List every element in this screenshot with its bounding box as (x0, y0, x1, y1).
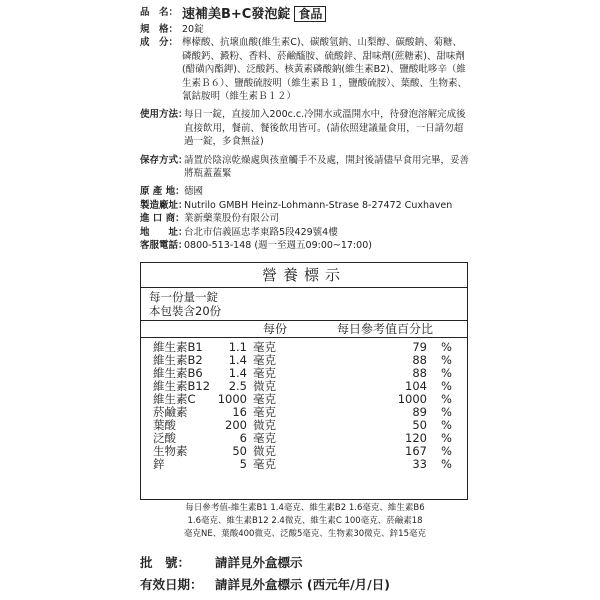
nutrient-row: 維生素B1 1.1 毫克 79 % (153, 340, 452, 354)
storage-value: 請置於陰涼乾燥處與孩童觸手不及處，開封後請儘早食用完畢，妥善將瓶蓋蓋緊 (184, 154, 470, 180)
expiry-row (140, 574, 390, 596)
product-name-row (140, 6, 470, 23)
nutrient-row: 生物素 50 微克 167 % (153, 444, 452, 458)
phone-label: 客服電話： (140, 240, 188, 252)
batch-row (140, 552, 390, 574)
spec-row (140, 23, 470, 36)
ingredients-row (140, 36, 470, 103)
nutrition-header (141, 321, 467, 338)
col-per-serving: 每份 (263, 322, 288, 336)
batch-label: 批 號： (140, 555, 191, 570)
origin-value: 德國 (184, 186, 204, 198)
address-row (140, 226, 470, 239)
manufacturer-row (140, 199, 470, 212)
nutrient-row: 維生素B6 1.4 毫克 88 % (153, 366, 452, 380)
serving-size: 每一份量一錠 (149, 290, 218, 304)
spec-value: 20錠 (182, 24, 204, 35)
origin-row (140, 185, 470, 198)
usage-value: 每日一錠，直接加入200c.c.冷開水或溫開水中，待發泡溶解完成後直接飲用，餐前、餐後飲用皆可。(請依照建議量食用，一日請勿超過一錠，多食無益) (184, 109, 466, 148)
phone-row (140, 239, 470, 252)
storage-label: 保存方式： (140, 154, 188, 166)
address-label: 地 址： (140, 226, 188, 238)
product-info (140, 6, 470, 253)
origin-label: 原 產 地： (140, 186, 185, 198)
manufacturer-label: 製造廠址： (140, 199, 188, 211)
ingredients-label: 成 分： (140, 37, 179, 49)
importer-label: 進 口 商： (140, 213, 185, 225)
food-badge: 食品 (294, 6, 326, 22)
storage-row (140, 154, 470, 181)
nutrient-row: 菸鹼素 16 毫克 89 % (153, 405, 452, 419)
importer-value: 業新藥業股份有限公司 (184, 213, 280, 225)
product-name: 速補美B+C發泡錠 (182, 7, 291, 22)
expiry-label: 有效日期： (140, 577, 203, 592)
reference-line-3: 毫克NE、葉酸400微克、泛酸5毫克、生物素30微克、鋅15毫克 (184, 529, 426, 539)
reference-line-2: 1.6毫克、維生素B12 2.4微克、維生素C 100毫克、菸鹼素18 (187, 516, 423, 526)
nutrition-rows (141, 338, 467, 471)
col-daily-value: 每日參考值百分比 (337, 322, 434, 336)
nutrient-row: 葉酸 200 微克 50 % (153, 418, 452, 432)
ingredients-value: 檸檬酸、抗壞血酸(維生素C)、碳酸氫鈉、山梨醇、碳酸鈉、菊糖、磷酸鈣、澱粉、香料、菸鹼醯胺、硫酸鋅、甜味劑(蔗糖素)、甜味劑(醋磺內酯鉀)、泛酸鈣、核黃素磷酸鈉(維生素B2)、鹽酸吡哆辛（維生素Ｂ６）、鹽酸硫胺明（維生素Ｂ１，鹽酸硫胺）、葉酸、生物素、氰鈷胺明（維生素Ｂ１２） (182, 37, 468, 103)
batch-value: 請詳見外盒標示 (215, 555, 303, 570)
nutrition-panel (140, 262, 468, 500)
reference-line-1: 每日參考值-維生素B1 1.4毫克、維生素B2 1.6毫克、維生素B6 (185, 503, 425, 513)
importer-row (140, 212, 470, 225)
spec-label: 規 格： (140, 24, 179, 35)
nutrient-row: 泛酸 6 毫克 120 % (153, 431, 452, 445)
phone-value: 0800-513-148 (週一至週五09:00~17:00) (184, 240, 372, 252)
expiry-value: 請詳見外盒標示 (西元年/月/日) (215, 577, 390, 592)
address-value: 台北市信義區忠孝東路5段429號4樓 (184, 226, 338, 238)
usage-label: 使用方法： (140, 109, 188, 121)
servings-per-package: 本包裝含20份 (149, 304, 222, 318)
nutrient-row: 鋅 5 毫克 33 % (153, 457, 452, 471)
nutrient-row: 維生素B2 1.4 毫克 88 % (153, 353, 452, 367)
name-label: 品 名： (140, 7, 179, 18)
manufacturer-value: Nutrilo GMBH Heinz-Lohmann-Strase 8-27472 Cuxhaven (184, 199, 453, 211)
serving-info (141, 288, 467, 321)
batch-expiry (140, 552, 390, 596)
nutrition-title: 營養標示 (141, 263, 467, 288)
usage-row (140, 108, 470, 148)
nutrient-row: 維生素C 1000 毫克 1000 % (153, 392, 452, 406)
daily-reference-note (140, 502, 470, 541)
nutrient-row: 維生素B12 2.5 微克 104 % (153, 379, 452, 393)
